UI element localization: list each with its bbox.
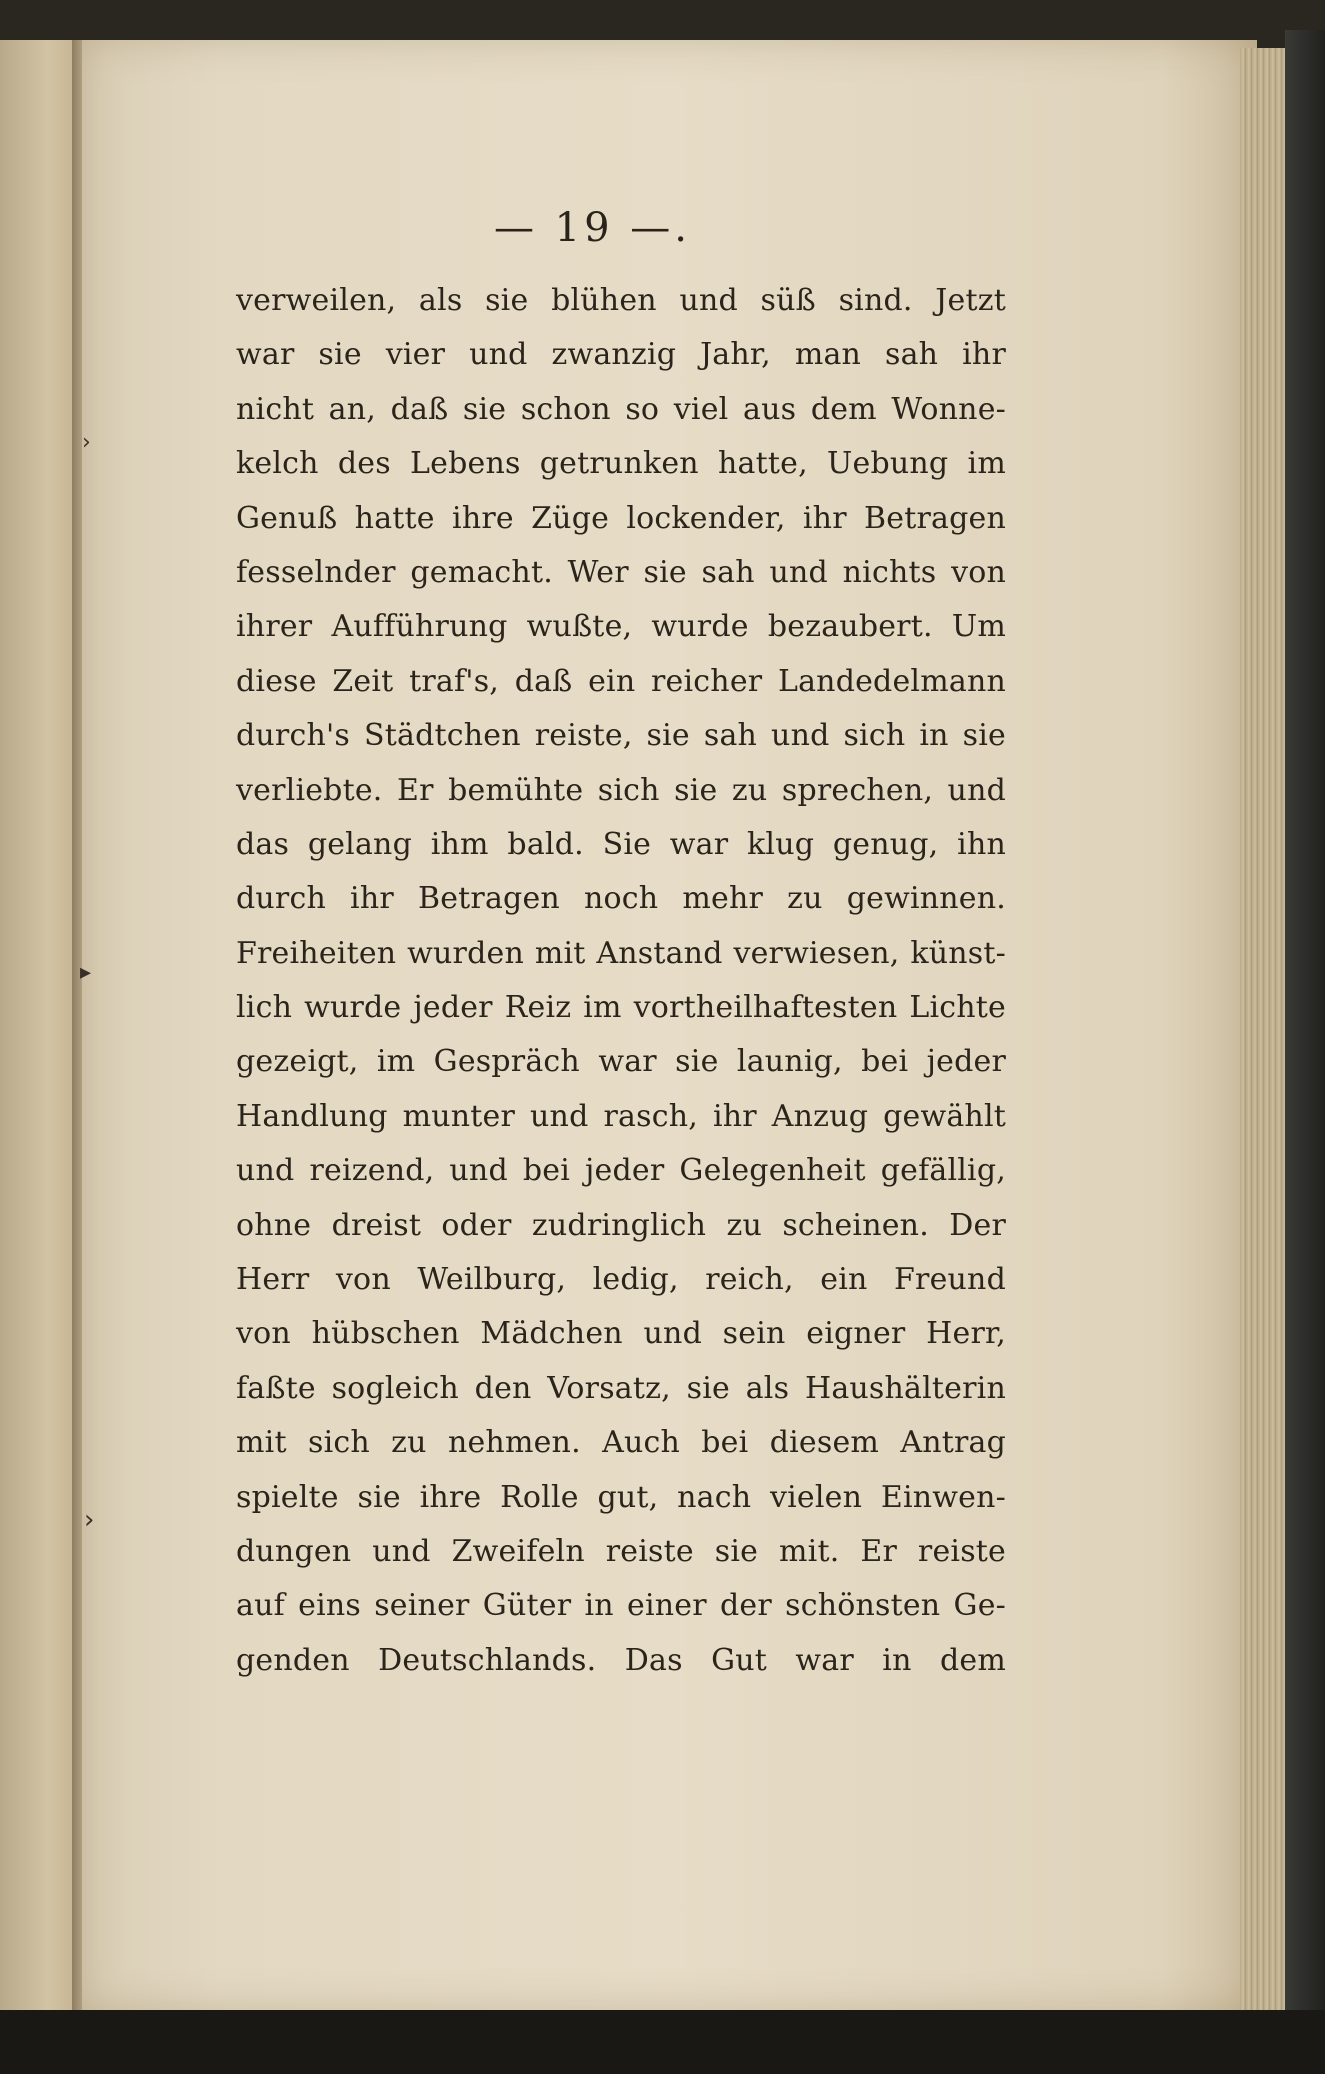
scan-bottom-edge (0, 2010, 1325, 2074)
text-line: ihrer Aufführung wußte, wurde bezaubert. Um (236, 609, 1006, 645)
text-line: verweilen, als sie blühen und süß sind. Jetzt (236, 283, 1006, 318)
text-line: fesselnder gemacht. Wer sie sah und nichts von (236, 554, 1006, 590)
text-line: Herr von Weilburg, ledig, reich, ein Freund (236, 1262, 1006, 1298)
text-line: durch's Städtchen reiste, sie sah und sich in sie (236, 718, 1006, 754)
text-line: faßte sogleich den Vorsatz, sie als Haushälterin (236, 1370, 1006, 1406)
text-line: dungen und Zweifeln reiste sie mit. Er reiste (236, 1533, 1006, 1569)
text-line: ohne dreist oder zudringlich zu scheinen. Der (236, 1207, 1006, 1243)
text-line: von hübschen Mädchen und sein eigner Herr, (236, 1316, 1006, 1352)
text-line: Freiheiten wurden mit Anstand verwiesen, künst- (236, 935, 1006, 971)
page-number: — 19 —. (493, 205, 692, 251)
book-cover-edge (1285, 30, 1325, 2040)
text-line: war sie vier und zwanzig Jahr, man sah ihr (236, 337, 1006, 373)
text-line: Handlung munter und rasch, ihr Anzug gewählt (236, 1098, 1006, 1134)
text-line: diese Zeit traf's, daß ein reicher Landedelmann (236, 663, 1006, 699)
margin-mark: › (82, 430, 91, 455)
text-line: durch ihr Betragen noch mehr zu gewinnen. (236, 881, 1006, 917)
left-page-edge (0, 40, 80, 2030)
body-text (236, 274, 1006, 1688)
margin-mark: ▸ (80, 960, 92, 985)
text-line: kelch des Lebens getrunken hatte, Uebung im (236, 446, 1006, 482)
text-line: mit sich zu nehmen. Auch bei diesem Antrag (236, 1425, 1006, 1461)
text-line: gezeigt, im Gespräch war sie launig, bei jeder (236, 1044, 1006, 1080)
text-line: und reizend, und bei jeder Gelegenheit gefällig, (236, 1153, 1006, 1189)
text-line: genden Deutschlands. Das Gut war in dem (236, 1642, 1006, 1678)
text-line: auf eins seiner Güter in einer der schönsten Ge- (236, 1588, 1006, 1624)
text-line: spielte sie ihre Rolle gut, nach vielen Einwen- (236, 1479, 1006, 1515)
text-line: das gelang ihm bald. Sie war klug genug, ihn (236, 826, 1006, 862)
page-block-edges (1240, 48, 1290, 2018)
text-line: nicht an, daß sie schon so viel aus dem Wonne- (236, 391, 1006, 427)
text-line: Genuß hatte ihre Züge lockender, ihr Betragen (236, 500, 1006, 536)
text-line: lich wurde jeder Reiz im vortheilhaftesten Lichte (236, 990, 1006, 1026)
margin-mark: › (84, 1505, 95, 1535)
text-line: verliebte. Er bemühte sich sie zu sprechen, und (236, 772, 1006, 808)
